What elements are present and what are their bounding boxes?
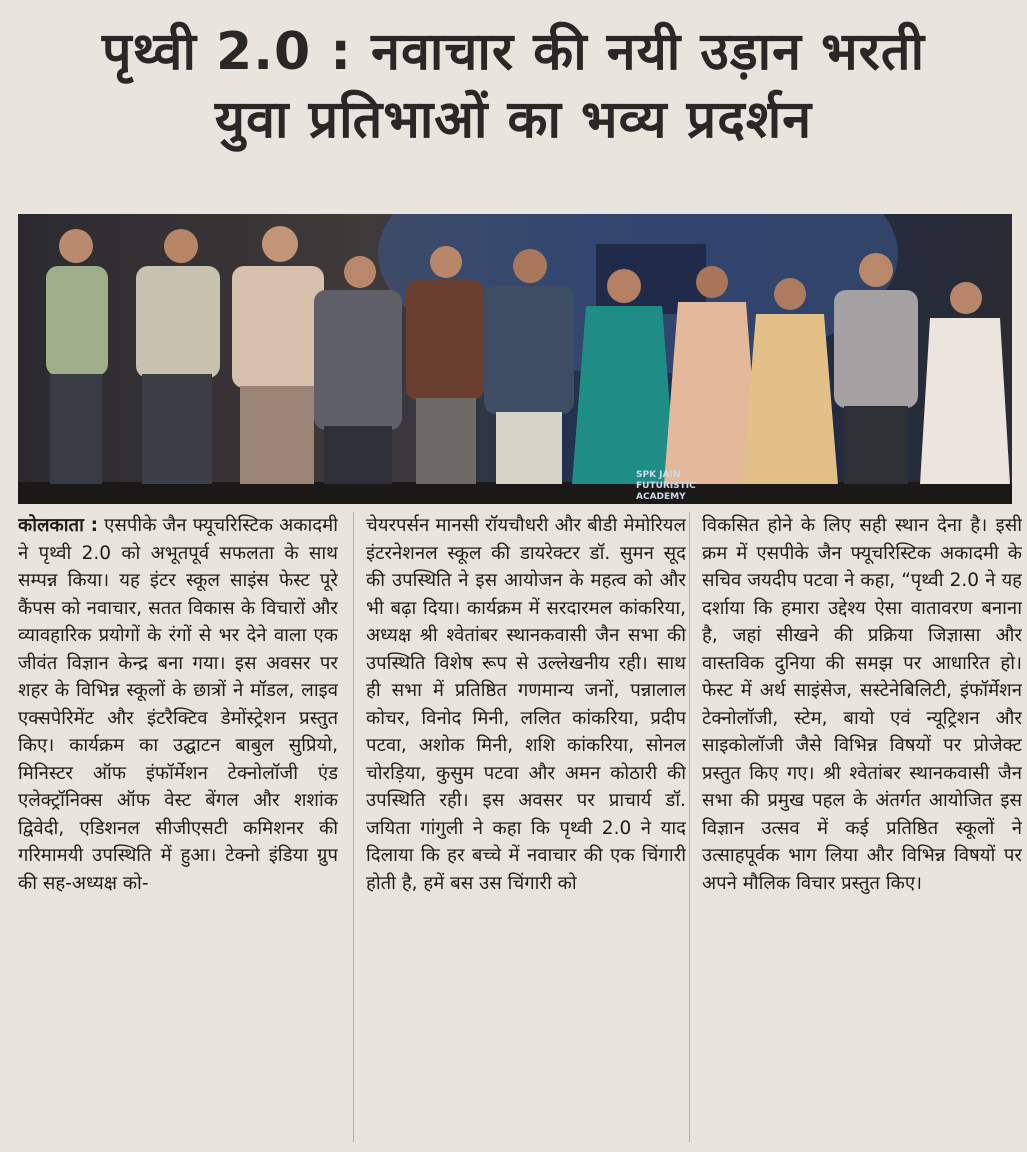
headline-line-1: पृथ्वी 2.0 : नवाचार की नयी उड़ान भरती <box>101 22 926 82</box>
banner-line-2: FUTURISTIC <box>636 481 696 491</box>
person-3 <box>232 226 324 484</box>
column-2-text: चेयरपर्सन मानसी रॉयचौधरी और बीडी मेमोरियल इंटरनेशनल स्कूल की डायरेक्टर डॉ. सुमन सूद की उपस्थिति ने इस आयोजन के महत्व को और भी बढ़ा दिया। कार्यक्रम में सरदारमल कांकरिया, अध्यक्ष श्री श्वेतांबर स्थानकवासी जैन सभा की उपस्थिति विशेष रूप से उल्लेखनीय रही। साथ ही सभा में प्रतिष्ठित गणमान्य जनों, पन्नालाल कोचर, विनोद मिनी, ललित कांकरिया, प्रदीप पटवा, अशोक मिनी, शशि कांकरिया, सोनल चोरड़िया, कुसुम पटवा और अमन कोठारी की उपस्थिति रही। इस अवसर पर प्राचार्य डॉ. जयिता गांगुली ने कहा कि पृथ्वी 2.0 ने याद दिलाया कि हर बच्चे में नवाचार की एक चिंगारी होती है, हमें बस उस चिंगारी को <box>366 515 686 894</box>
column-3-text: विकसित होने के लिए सही स्थान देना है। इसी क्रम में एसपीके जैन फ्यूचरिस्टिक अकादमी के सचिव जयदीप पटवा ने कहा, “पृथ्वी 2.0 ने यह दर्शाया कि हमारा उद्देश्य ऐसा वातावरण बनाना है, जहां सीखने की प्रक्रिया जिज्ञासा और वास्तविक दुनिया की समझ पर आधारित हो। फेस्ट में अर्थ साइंसेज, सस्टेनेबिलिटी, इंफॉर्मेशन टेक्नोलॉजी, स्टेम, बायो एवं न्यूट्रिशन और साइकोलॉजी जैसे विभिन्न विषयों पर प्रोजेक्ट प्रस्तुत किए गए। श्री श्वेतांबर स्थानकवासी जैन सभा की प्रमुख पहल के अंतर्गत आयोजित इस विज्ञान उत्सव में कई प्रतिष्ठित स्कूलों ने उत्साहपूर्वक भाग लिया और विभिन्न विषयों पर अपने मौलिक विचार प्रस्तुत किए। <box>702 515 1022 894</box>
banner-line-3: ACADEMY <box>636 492 686 502</box>
article-column-2 <box>366 512 686 1148</box>
academy-banner-text <box>636 470 728 503</box>
article-column-3 <box>702 512 1022 1148</box>
headline-line-2: युवा प्रतिभाओं का भव्य प्रदर्शन <box>214 90 813 150</box>
event-photo <box>18 214 1012 504</box>
stage-floor <box>18 482 1012 504</box>
dateline: कोलकाता : <box>18 515 98 536</box>
event-photo-illustration <box>18 214 1012 504</box>
person-11 <box>920 282 1010 484</box>
banner-line-1: SPK JAIN <box>636 470 681 480</box>
person-5 <box>406 246 484 484</box>
people-group <box>46 226 1010 484</box>
article-column-1 <box>18 512 338 1148</box>
person-2 <box>136 229 220 484</box>
person-4 <box>314 256 402 484</box>
column-1-text: एसपीके जैन फ्यूचरिस्टिक अकादमी ने पृथ्वी 2.0 को अभूतपूर्व सफलता के साथ सम्पन्न किया। यह इंटर स्कूल साइंस फेस्ट पूरे कैंपस को नवाचार, सतत विकास के विचारों और व्यावहारिक प्रयोगों के रंगों से भर देने वाला एक जीवंत विज्ञान केन्द्र बना गया। इस अवसर पर शहर के विभिन्न स्कूलों के छात्रों ने मॉडल, लाइव एक्सपेरिमेंट और इंटरैक्टिव डेमोंस्ट्रेशन प्रस्तुत किए। कार्यक्रम का उद्घाटन बाबुल सुप्रियो, मिनिस्टर ऑफ इंफॉर्मेशन टेक्नोलॉजी एंड एलेक्ट्रॉनिक्स ऑफ वेस्ट बेंगल और शशांक द्विवेदी, एडिशनल सीजीएसटी कमिशनर की गरिमामयी उपस्थिति में हुआ। टेक्नो इंडिया ग्रुप की सह-अध्यक्ष को- <box>18 515 338 894</box>
headline <box>0 18 1027 154</box>
person-1 <box>46 229 108 484</box>
article-body <box>18 512 1022 1148</box>
